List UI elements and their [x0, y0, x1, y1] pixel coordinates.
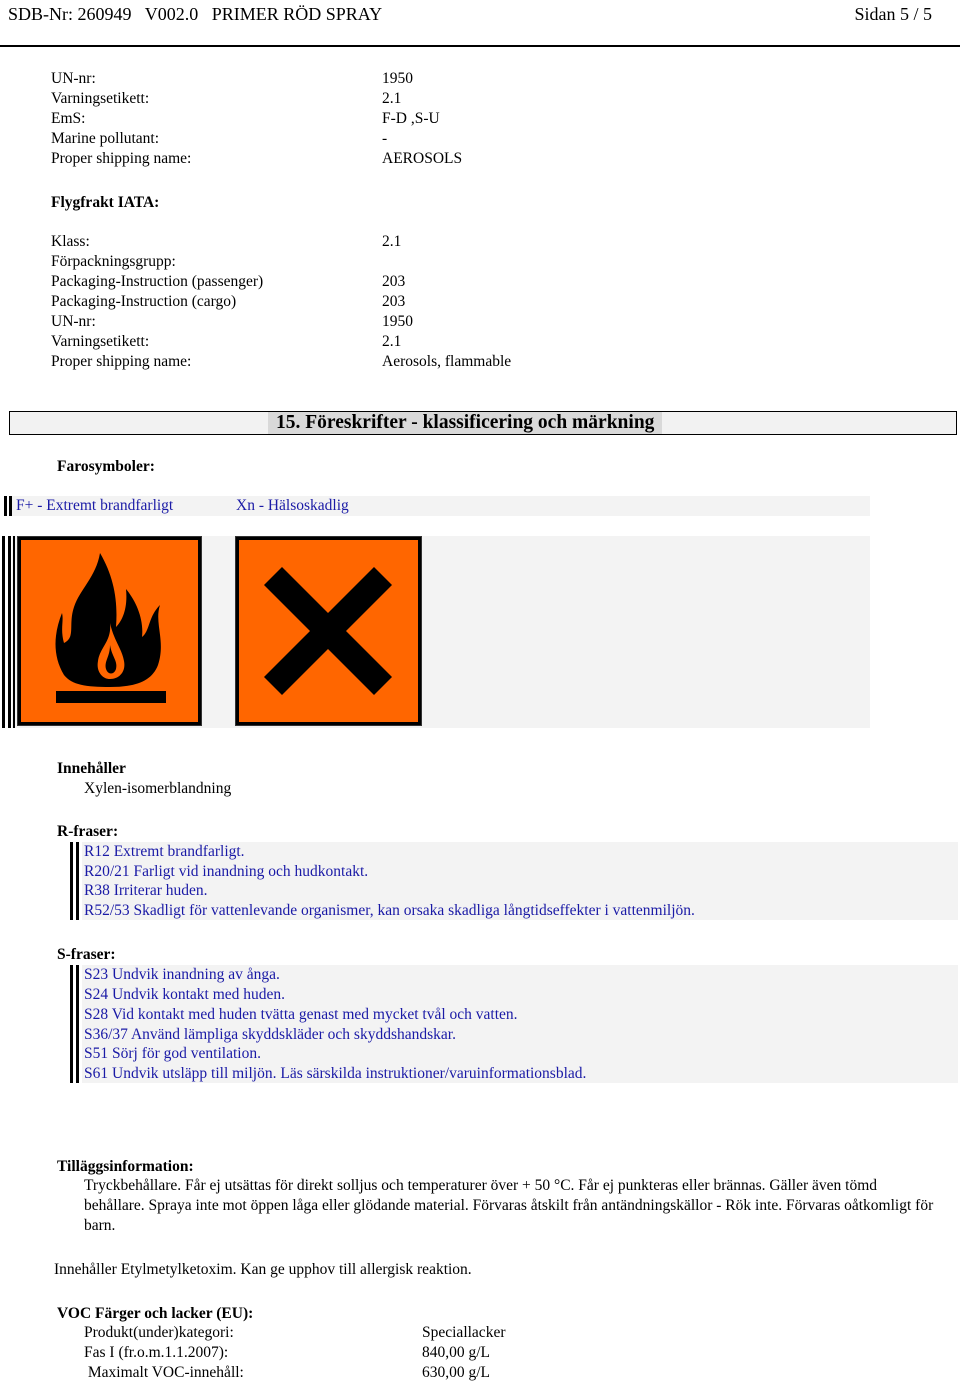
voc-value: Speciallacker: [422, 1324, 506, 1341]
air-value: 203: [382, 293, 406, 310]
sea-key: Marine pollutant:: [51, 130, 160, 147]
sea-value: 1950: [382, 70, 413, 87]
voc-title: VOC Färger och lacker (EU):: [57, 1305, 254, 1322]
air-value: 203: [382, 273, 406, 290]
contains-label: Innehåller: [57, 760, 126, 777]
air-key: Proper shipping name:: [51, 353, 192, 370]
symbol-label-flammable: F+ - Extremt brandfarligt: [16, 497, 174, 514]
cross-icon: [235, 536, 422, 726]
voc-key: Fas I (fr.o.m.1.1.2007):: [84, 1344, 229, 1361]
row-marker: [70, 842, 73, 920]
row-marker: [9, 496, 12, 516]
product-name: PRIMER RÖD SPRAY: [211, 4, 383, 24]
row-marker: [70, 965, 73, 1083]
sea-key: EmS:: [51, 110, 86, 127]
r-phrases-label: R-fraser:: [57, 823, 119, 840]
air-key: Klass:: [51, 233, 90, 250]
voc-value: 630,00 g/L: [422, 1364, 491, 1381]
sea-key: UN-nr:: [51, 70, 96, 87]
sea-key: Proper shipping name:: [51, 150, 192, 167]
section-title: 15. Föreskrifter - klassificering och märkning: [268, 412, 662, 434]
sea-value: F-D ,S-U: [382, 110, 440, 127]
contains-value: Xylen-isomerblandning: [84, 780, 232, 797]
doc-version: V002.0: [144, 4, 199, 24]
s-phrase: S36/37 Använd lämpliga skyddskläder och skyddshandskar.: [84, 1026, 456, 1043]
extra-info-text: Tryckbehållare. Får ej utsättas för direkt solljus och temperaturer över + 50 °C. Får ej punkteras eller brännas. Gäller även tömd behållare. Spraya inte mot öppen låga eller glödande material. Förvaras åtskilt från antändningskällor - Rök inte. Förvaras oåtkomligt för barn.: [84, 1177, 934, 1234]
row-marker: [8, 536, 11, 728]
r-phrase: R38 Irriterar huden.: [84, 882, 208, 899]
row-marker: [2, 536, 5, 728]
air-value: 1950: [382, 313, 413, 330]
r-phrase: R20/21 Farligt vid inandning och hudkontakt.: [84, 863, 369, 880]
row-marker: [4, 496, 7, 516]
air-value: 2.1: [382, 333, 402, 350]
air-key: UN-nr:: [51, 313, 96, 330]
s-phrase: S24 Undvik kontakt med huden.: [84, 986, 286, 1003]
doc-id: SDB-Nr: 260949: [8, 4, 132, 24]
air-value: 2.1: [382, 233, 402, 250]
document-header: [8, 3, 382, 25]
sea-value: 2.1: [382, 90, 402, 107]
row-marker: [76, 842, 79, 920]
sea-key: Varningsetikett:: [51, 90, 150, 107]
air-key: Varningsetikett:: [51, 333, 150, 350]
voc-key: Maximalt VOC-innehåll:: [84, 1364, 244, 1381]
air-key: Packaging-Instruction (passenger): [51, 273, 264, 290]
voc-value: 840,00 g/L: [422, 1344, 491, 1361]
air-key: Packaging-Instruction (cargo): [51, 293, 237, 310]
air-key: Förpackningsgrupp:: [51, 253, 176, 270]
symbol-label-harmful: Xn - Hälsoskadlig: [236, 497, 349, 514]
flame-icon: [17, 536, 202, 726]
s-phrase: S61 Undvik utsläpp till miljön. Läs särskilda instruktioner/varuinformationsblad.: [84, 1065, 587, 1082]
air-title: Flygfrakt IATA:: [51, 194, 160, 211]
header-divider: [0, 45, 960, 47]
allergy-note: Innehåller Etylmetylketoxim. Kan ge upphov till allergisk reaktion.: [54, 1261, 472, 1278]
extra-info-label: Tilläggsinformation:: [57, 1158, 194, 1175]
farosymboler-label: Farosymboler:: [57, 458, 155, 475]
s-phrase: S51 Sörj för god ventilation.: [84, 1045, 261, 1062]
r-phrase: R52/53 Skadligt för vattenlevande organismer, kan orsaka skadliga långtidseffekter i vattenmiljön.: [84, 902, 695, 919]
row-marker: [76, 965, 79, 1083]
sea-value: -: [382, 130, 388, 147]
sea-value: AEROSOLS: [382, 150, 463, 167]
voc-key: Produkt(under)kategori:: [84, 1324, 234, 1341]
page-number: Sidan 5 / 5: [854, 4, 932, 24]
s-phrases-label: S-fraser:: [57, 946, 116, 963]
air-value: Aerosols, flammable: [382, 353, 512, 370]
s-phrase: S23 Undvik inandning av ånga.: [84, 966, 280, 983]
row-marker: [13, 536, 15, 728]
r-phrase: R12 Extremt brandfarligt.: [84, 843, 245, 860]
s-phrase: S28 Vid kontakt med huden tvätta genast med mycket tvål och vatten.: [84, 1006, 518, 1023]
